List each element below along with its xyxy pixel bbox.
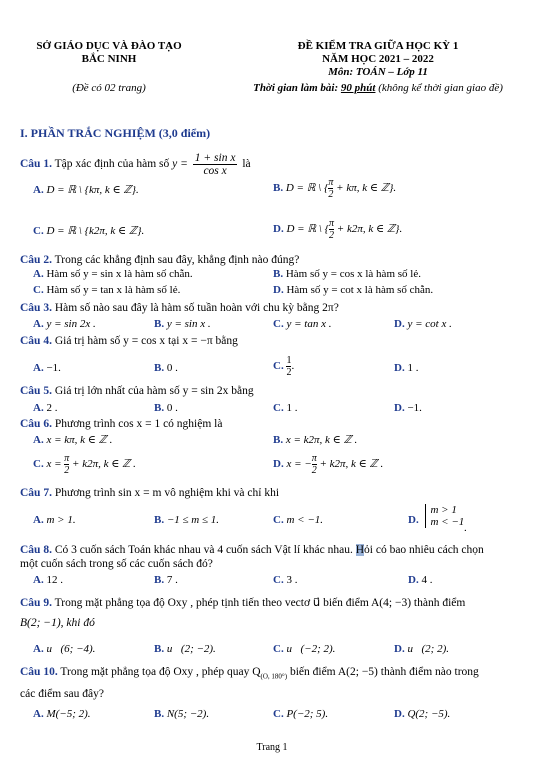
fraction-numerator: π	[328, 177, 334, 188]
option-label: C.	[273, 360, 284, 373]
option-text: M(−5; 2).	[46, 708, 91, 720]
option-text-end: + k2π, k ∈ ℤ .	[72, 458, 136, 471]
option-a	[33, 402, 57, 414]
option-label: D.	[408, 574, 419, 586]
time-prefix: Thời gian làm bài:	[253, 82, 341, 94]
option-text: 1 .	[407, 362, 419, 374]
option-text: 3 .	[286, 574, 298, 586]
fraction-numerator: π	[311, 453, 317, 464]
option-label: B.	[273, 268, 284, 280]
question-8-line-2: một cuốn sách trong số các cuốn sách đó?	[20, 558, 213, 570]
option-text-end: .	[464, 522, 467, 534]
question-text: Phương trình sin x = m vô nghiệm khi và chỉ khi	[54, 487, 280, 499]
question-text: Giá trị lớn nhất của hàm số y = sin 2x bằng	[54, 385, 254, 397]
option-d	[408, 504, 467, 534]
option-text: u⃗(6; −4).	[46, 643, 96, 655]
question-7	[20, 487, 279, 499]
option-d	[394, 643, 449, 655]
option-b	[154, 402, 178, 414]
exam-title: ĐỀ KIỂM TRA GIỮA HỌC KỲ 1	[297, 40, 459, 52]
option-fraction	[64, 453, 69, 476]
option-label: A.	[33, 514, 44, 526]
option-d	[273, 284, 433, 296]
question-5	[20, 385, 254, 397]
question-10-line-2: các điểm sau đây?	[20, 688, 104, 700]
school-dept: SỞ GIÁO DỤC VÀ ĐÀO TẠO	[36, 40, 182, 52]
option-label: A.	[33, 362, 44, 374]
option-text-end: + k2π, k ∈ ℤ}.	[336, 223, 403, 236]
option-text: u⃗(2; −2).	[166, 643, 216, 655]
option-label: C.	[273, 574, 284, 586]
question-label: Câu 2.	[20, 254, 52, 266]
option-text: 2 .	[46, 402, 58, 414]
option-text: y = tan x .	[286, 318, 332, 330]
question-label: Câu 9.	[20, 597, 52, 609]
option-label: C.	[33, 225, 44, 237]
option-text: 1 .	[286, 402, 298, 414]
option-b	[154, 643, 216, 655]
option-b	[273, 268, 421, 280]
formula-lhs: y =	[172, 158, 188, 171]
option-label: B.	[273, 182, 284, 195]
option-text: x = −	[286, 458, 312, 471]
option-label: A.	[33, 402, 44, 414]
option-b	[154, 318, 211, 330]
option-d	[273, 218, 402, 241]
option-text: 4 .	[421, 574, 433, 586]
formula-fraction	[193, 152, 238, 177]
option-a	[33, 183, 139, 196]
option-c	[273, 402, 297, 414]
page-count-note: (Đề có 02 trang)	[72, 82, 146, 94]
question-label: Câu 8.	[20, 544, 52, 556]
question-8	[20, 544, 484, 556]
option-b	[154, 362, 178, 374]
question-text: Trong mặt phẳng tọa độ Oxy , phép quay Q	[60, 666, 261, 678]
option-label: B.	[154, 318, 165, 330]
option-text: Hàm số y = cot x là hàm số chẵn.	[286, 284, 434, 296]
question-label: Câu 10.	[20, 666, 58, 678]
option-fraction	[328, 177, 333, 200]
question-9-line-2: B(2; −1), khi đó	[20, 617, 95, 629]
fraction-denominator: 2	[286, 367, 292, 378]
option-text: D = ℝ \ {kπ, k ∈ ℤ}.	[46, 184, 139, 196]
option-c	[273, 355, 294, 378]
system-line-1: m > 1	[430, 504, 457, 516]
option-text: N(5; −2).	[166, 708, 210, 720]
option-a	[33, 362, 61, 374]
option-text: y = sin x .	[166, 318, 211, 330]
option-a	[33, 574, 63, 586]
option-label: A.	[33, 318, 44, 330]
section-title: I. PHẦN TRẮC NGHIỆM (3,0 điểm)	[20, 126, 211, 140]
option-text-end: .	[291, 360, 295, 373]
question-1	[20, 152, 251, 177]
option-text: D = ℝ \ {	[286, 223, 329, 236]
option-label: D.	[273, 458, 284, 471]
question-text-end: là	[242, 158, 251, 171]
option-label: A.	[33, 268, 44, 280]
question-9	[20, 595, 465, 609]
fraction-numerator: π	[329, 218, 335, 229]
question-10	[20, 666, 479, 680]
option-c	[33, 453, 136, 476]
fraction-denominator: 2	[311, 465, 317, 476]
question-text-cont: ỏi có bao nhiêu cách chọn	[364, 544, 484, 556]
fraction-denominator: 2	[329, 230, 334, 241]
question-label: Câu 4.	[20, 335, 52, 347]
option-a	[33, 708, 91, 720]
fraction-denominator: 2	[64, 465, 70, 476]
option-text: Hàm số y = sin x là hàm số chẵn.	[46, 268, 193, 280]
question-4	[20, 335, 238, 347]
option-label: D.	[394, 362, 405, 374]
option-text: x = k2π, k ∈ ℤ .	[285, 434, 358, 446]
option-d	[394, 362, 418, 374]
option-label: B.	[273, 434, 284, 446]
option-label: D.	[394, 708, 405, 720]
option-b	[154, 574, 178, 586]
option-c	[273, 643, 335, 655]
option-text-end: + kπ, k ∈ ℤ}.	[336, 182, 397, 195]
time-suffix: (không kể thời gian giao đề)	[375, 82, 503, 94]
option-text: P(−2; 5).	[286, 708, 329, 720]
option-label: D.	[394, 402, 405, 414]
fraction-numerator: 1	[286, 355, 292, 366]
option-d	[394, 318, 452, 330]
option-label: B.	[154, 362, 165, 374]
option-text: m > 1.	[46, 514, 76, 526]
option-label: C.	[273, 708, 284, 720]
option-text: Hàm số y = tan x là hàm số lẻ.	[46, 284, 181, 296]
option-a	[33, 268, 193, 280]
question-label: Câu 6.	[20, 418, 52, 430]
option-text: −1.	[407, 402, 422, 414]
fraction-denominator: cos x	[203, 165, 227, 177]
option-d	[394, 708, 450, 720]
option-c	[273, 574, 297, 586]
fraction-numerator: 1 + sin x	[194, 152, 236, 164]
option-a	[33, 643, 95, 655]
question-label: Câu 5.	[20, 385, 52, 397]
option-label: B.	[154, 514, 165, 526]
option-label: C.	[273, 318, 284, 330]
option-text: D = ℝ \ {k2π, k ∈ ℤ}.	[46, 225, 145, 237]
option-text: 12 .	[46, 574, 63, 586]
question-text: Giá trị hàm số y = cos x tại x = −π bằng	[54, 335, 238, 347]
option-text: 7 .	[166, 574, 178, 586]
option-label: B.	[154, 643, 165, 655]
option-text: m < −1.	[286, 514, 323, 526]
option-text: y = sin 2x .	[46, 318, 96, 330]
option-label: C.	[273, 402, 284, 414]
option-text: Q(2; −5).	[407, 708, 451, 720]
option-text: u⃗(−2; 2).	[286, 643, 336, 655]
option-text: 0 .	[166, 362, 178, 374]
option-label: D.	[273, 284, 284, 296]
question-text: Trong các khẳng định sau đây, khẳng định nào đúng?	[54, 254, 300, 266]
subject: Môn: TOÁN – Lớp 11	[328, 66, 428, 78]
option-text: D = ℝ \ {	[285, 182, 329, 195]
option-c	[33, 284, 180, 296]
question-text: Hàm số nào sau đây là hàm số tuần hoàn với chu kỳ bằng 2π?	[54, 302, 339, 314]
option-label: A.	[33, 184, 44, 196]
question-label: Câu 7.	[20, 487, 52, 499]
option-label: B.	[154, 574, 165, 586]
option-text: Hàm số y = cos x là hàm số lẻ.	[285, 268, 421, 280]
option-label: A.	[33, 643, 44, 655]
question-text-cont: biến điểm A(2; −5) thành điểm nào trong	[287, 666, 479, 678]
option-b	[273, 433, 357, 446]
option-c	[273, 514, 323, 526]
question-label: Câu 3.	[20, 302, 52, 314]
option-c	[33, 224, 144, 237]
option-label: C.	[33, 284, 44, 296]
option-text: −1 ≤ m ≤ 1.	[166, 514, 220, 526]
exam-time	[228, 82, 528, 94]
question-text: Trong mặt phẳng tọa độ Oxy , phép tịnh tiến theo vectơ u⃗ biến điểm A(4; −3) thành điểm	[54, 597, 466, 609]
option-label: A.	[33, 574, 44, 586]
option-b	[154, 514, 219, 526]
question-3	[20, 302, 339, 314]
option-label: D.	[273, 223, 284, 236]
option-label: C.	[33, 458, 44, 471]
system-line-2: m < −1	[430, 516, 465, 528]
option-text: x = kπ, k ∈ ℤ .	[46, 434, 113, 446]
option-label: B.	[154, 402, 165, 414]
question-text: Tập xác định của hàm số	[54, 158, 170, 171]
option-a	[33, 318, 96, 330]
option-text: 0 .	[166, 402, 178, 414]
option-d	[408, 574, 432, 586]
option-c	[273, 318, 331, 330]
option-d	[273, 453, 383, 476]
option-text: x =	[46, 458, 62, 471]
question-text: Phương trình cos x = 1 có nghiệm là	[54, 418, 223, 430]
school-year: NĂM HỌC 2021 – 2022	[322, 53, 434, 65]
option-label: C.	[273, 643, 284, 655]
option-fraction	[329, 218, 334, 241]
option-a	[33, 514, 76, 526]
option-label: D.	[394, 643, 405, 655]
option-text: u⃗(2; 2).	[407, 643, 449, 655]
option-label: A.	[33, 708, 44, 720]
question-6	[20, 418, 222, 430]
option-text: y = cot x .	[407, 318, 452, 330]
question-text: Có 3 cuốn sách Toán khác nhau và 4 cuốn sách Vật lí khác nhau.	[54, 544, 356, 556]
option-c	[273, 708, 328, 720]
highlight-mark: H	[355, 544, 365, 556]
question-2	[20, 254, 299, 266]
time-value: 90 phút	[340, 82, 376, 94]
option-text: −1.	[46, 362, 61, 374]
option-b	[154, 708, 209, 720]
option-label: D.	[394, 318, 405, 330]
question-label: Câu 1.	[20, 158, 52, 171]
school-province: BẮC NINH	[81, 53, 137, 65]
option-text-end: + k2π, k ∈ ℤ .	[319, 458, 384, 471]
fraction-denominator: 2	[328, 189, 334, 200]
page-number: Trang 1	[256, 742, 288, 753]
option-system	[425, 504, 464, 528]
fraction-numerator: π	[64, 453, 70, 464]
option-label: C.	[273, 514, 284, 526]
option-label: D.	[408, 514, 419, 526]
rotation-subscript: (O, 180°)	[260, 672, 288, 681]
option-label: A.	[33, 434, 44, 446]
option-label: B.	[154, 708, 165, 720]
option-d	[394, 402, 422, 414]
option-a	[33, 433, 112, 446]
option-fraction	[312, 453, 317, 476]
option-b	[273, 177, 396, 200]
